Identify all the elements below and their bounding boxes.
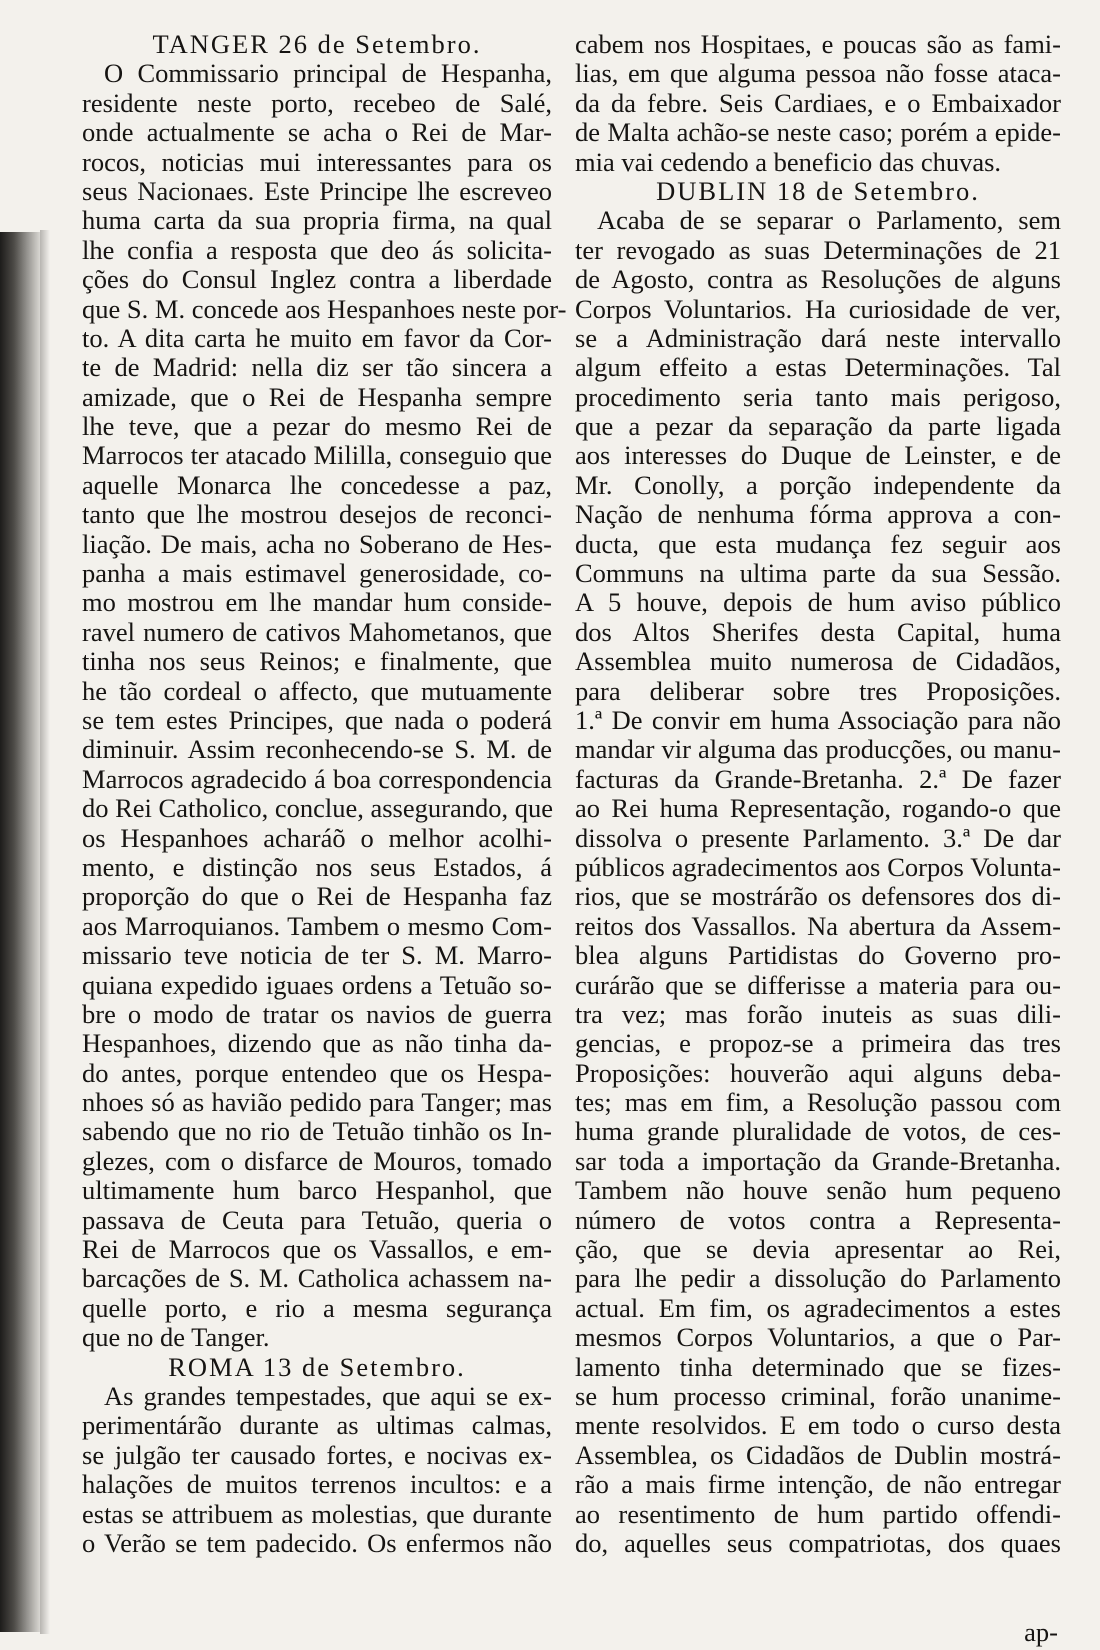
text-line: Hespanhoes, dizendo que as não tinha da- [82,1028,552,1059]
dateline-heading: DUBLIN 18 de Setembro. [656,175,980,206]
right-column [575,30,1061,1558]
text-line: algum effeito a estas Determinações. Tal [575,352,1061,383]
text-line: rios, que se mostrárão os defensores dos di- [575,881,1061,912]
text-line: os Hespanhoes acharáõ o melhor acolhi- [82,822,552,853]
text-line: do, aquelles seus compatriotas, dos quaes [575,1527,1061,1558]
text-line: te de Madrid: nella diz ser tão sincera a [82,352,552,383]
text-line: Marrocos ter atacado Mililla, conseguio que [82,440,552,471]
text-line: cabem nos Hospitaes, e poucas são as fami- [575,29,1061,59]
text-line: rocos, noticias mui interessantes para os [82,146,552,177]
text-line: diminuir. Assim reconhecendo-se S. M. de [82,734,552,765]
text-line: aos Marroquianos. Tambem o mesmo Com- [82,910,552,941]
text-line: públicos agradecimentos aos Corpos Volunta- [575,851,1061,882]
dateline-heading: ROMA 13 de Setembro. [168,1351,466,1382]
left-column [82,29,567,1558]
text-line: barcações de S. M. Catholica achassem na- [82,1263,552,1294]
text-line: halações de muitos terrenos incultos: e a [82,1469,552,1500]
text-line: missario teve noticia de ter S. M. Marro- [82,940,552,971]
text-line: tra vez; mas forão inuteis as suas dili- [575,998,1061,1029]
text-line: que a pezar da separação da parte ligada [575,411,1061,442]
text-line: ravel numero de cativos Mahometanos, que [82,616,552,647]
text-line: panha a mais estimavel generosidade, co- [82,558,552,589]
text-line: ao Rei huma Representação, rogando-o que [575,793,1061,824]
text-line: he tão cordeal o affecto, que mutuamente [82,675,552,706]
text-line: aquelle Monarca lhe concedesse a paz, [82,469,552,500]
text-line: liação. De mais, acha no Soberano de Hes- [82,528,552,559]
catchword: ap- [1024,1617,1058,1647]
text-line: mo mostrou em lhe mandar hum conside- [82,587,552,618]
text-line: glezes, com o disfarce de Mouros, tomado [82,1145,552,1176]
text-line: número de votos contra a Representa- [575,1204,1061,1235]
text-line: ção, que se devia apresentar ao Rei, [575,1234,1061,1265]
text-line: tinha nos seus Reinos; e finalmente, que [82,646,552,677]
text-line: Corpos Voluntarios. Ha curiosidade de ver, [575,293,1061,324]
text-line: Proposições: houverão aqui alguns deba- [575,1057,1061,1088]
text-line: mesmos Corpos Voluntarios, a que o Par- [575,1322,1061,1353]
text-line: mandar vir alguma das producções, ou manu- [575,734,1061,765]
text-line: residente neste porto, recebeo de Salé, [82,87,552,118]
text-line: mento, e distinção nos seus Estados, á [82,851,552,882]
text-line: O Commissario principal de Hespanha, [104,58,552,89]
text-line: o Verão se tem padecido. Os enfermos não [82,1527,552,1558]
dateline-heading: TANGER 26 de Setembro. [152,29,482,59]
text-line: ducta, que esta mudança fez seguir aos [575,528,1061,559]
text-line: perimentárão durante as ultimas calmas, [82,1410,552,1441]
text-line: rão a mais firme intenção, de não entregar [575,1469,1061,1500]
text-line: tes; mas em fim, a Resolução passou com [575,1087,1061,1118]
text-line: dos Altos Sherifes desta Capital, huma [575,616,1061,647]
page-edge-shadow [0,232,40,1632]
text-line: se tem estes Principes, que nada o poderá [82,704,552,735]
text-line: actual. Em fim, os agradecimentos a estes [575,1292,1061,1323]
page-edge-fade [40,230,50,1634]
text-line: lamento tinha determinado que se fizes- [575,1351,1061,1382]
text-line: seus Nacionaes. Este Principe lhe escreveo [82,175,552,206]
text-line: Communs na ultima parte da sua Sessão. [575,558,1061,589]
text-line: amizade, que o Rei de Hespanha sempre [82,381,552,412]
text-line: blea alguns Partidistas do Governo pro- [575,940,1061,971]
text-line: se hum processo criminal, forão unanime- [575,1380,1061,1411]
text-line: quelle porto, e rio a mesma segurança [82,1292,552,1323]
text-line: Tambem não houve senão hum pequeno [575,1175,1061,1206]
text-line: do antes, porque entendeo que os Hespa- [82,1057,552,1088]
text-line: ao resentimento de hum partido offendi- [575,1498,1061,1529]
text-line: mente resolvidos. E em todo o curso desta [575,1410,1061,1441]
text-line: curárão que se differisse a materia para ou- [575,969,1061,1000]
text-line: sabendo que no rio de Tetuão tinhão os In- [82,1116,552,1147]
text-line: para deliberar sobre tres Proposições. [575,675,1061,706]
text-line: sar toda a importação da Grande-Bretanha. [575,1145,1061,1176]
text-line: do Rei Catholico, conclue, assegurando, que [82,793,553,824]
text-line: huma grande pluralidade de votos, de ces- [575,1116,1061,1147]
text-line: procedimento seria tanto mais perigoso, [575,381,1061,412]
text-line: Marrocos agradecido á boa correspondencia [82,763,552,794]
text-line: Assemblea, os Cidadãos de Dublin mostrá- [575,1439,1061,1470]
text-line: A 5 houve, depois de hum aviso público [575,587,1061,618]
text-line: to. A dita carta he muito em favor da Cor- [82,322,552,353]
text-line: passava de Ceuta para Tetuão, queria o [82,1204,552,1235]
text-line: de Agosto, contra as Resoluções de alguns [575,264,1061,295]
text-line: onde actualmente se acha o Rei de Mar- [82,117,552,148]
text-line: Rei de Marrocos que os Vassallos, e em- [82,1234,552,1265]
text-line: se a Administração dará neste intervallo [575,322,1061,353]
text-line: Acaba de se separar o Parlamento, sem [597,205,1061,236]
text-line: 1.ª De convir em huma Associação para não [575,704,1061,735]
text-line: facturas da Grande-Bretanha. 2.ª De fazer [575,763,1061,794]
text-line: gencias, e propoz-se a primeira das tres [575,1028,1061,1059]
text-line: As grandes tempestades, que aqui se ex- [104,1380,552,1411]
text-line: nhoes só as havião pedido para Tanger; mas [82,1087,552,1118]
text-line: lias, em que alguma pessoa não fosse ataca- [575,58,1061,89]
text-line: para lhe pedir a dissolução do Parlamento [575,1263,1061,1294]
text-line: estas se attribuem as molestias, que durante [82,1498,552,1529]
text-line: que no de Tanger. [82,1322,270,1353]
text-line: dissolva o presente Parlamento. 3.ª De dar [575,822,1061,853]
text-line: ções do Consul Inglez contra a liberdade [82,264,552,295]
text-line: lhe teve, que a pezar do mesmo Rei de [82,411,552,442]
text-line: bre o modo de tratar os navios de guerra [82,998,552,1029]
text-line: Nação de nenhuma fórma approva a con- [575,499,1061,530]
text-line: ter revogado as suas Determinações de 21 [575,234,1061,265]
text-line: quiana expedido iguaes ordens a Tetuão so- [82,969,552,1000]
text-line: da da febre. Seis Cardiaes, e o Embaixador [575,87,1061,118]
text-line: se julgão ter causado fortes, e nocivas ex- [82,1439,552,1470]
text-line: de Malta achão-se neste caso; porém a epide- [575,117,1061,148]
text-line: Assemblea muito numerosa de Cidadãos, [575,646,1061,677]
text-line: que S. M. concede aos Hespanhoes neste por- [82,293,567,324]
text-line: ultimamente hum barco Hespanhol, que [82,1175,552,1206]
text-line: mia vai cedendo a beneficio das chuvas. [575,146,1002,177]
text-line: aos interesses do Duque de Leinster, e de [575,440,1061,471]
text-line: huma carta da sua propria firma, na qual [82,205,552,236]
text-line: Mr. Conolly, a porção independente da [575,469,1061,500]
text-line: lhe confia a resposta que deo ás solicita- [82,234,552,265]
text-line: tanto que lhe mostrou desejos de reconci- [82,499,552,530]
text-line: reitos dos Vassallos. Na abertura da Assem- [575,910,1061,941]
text-line: proporção do que o Rei de Hespanha faz [82,881,552,912]
